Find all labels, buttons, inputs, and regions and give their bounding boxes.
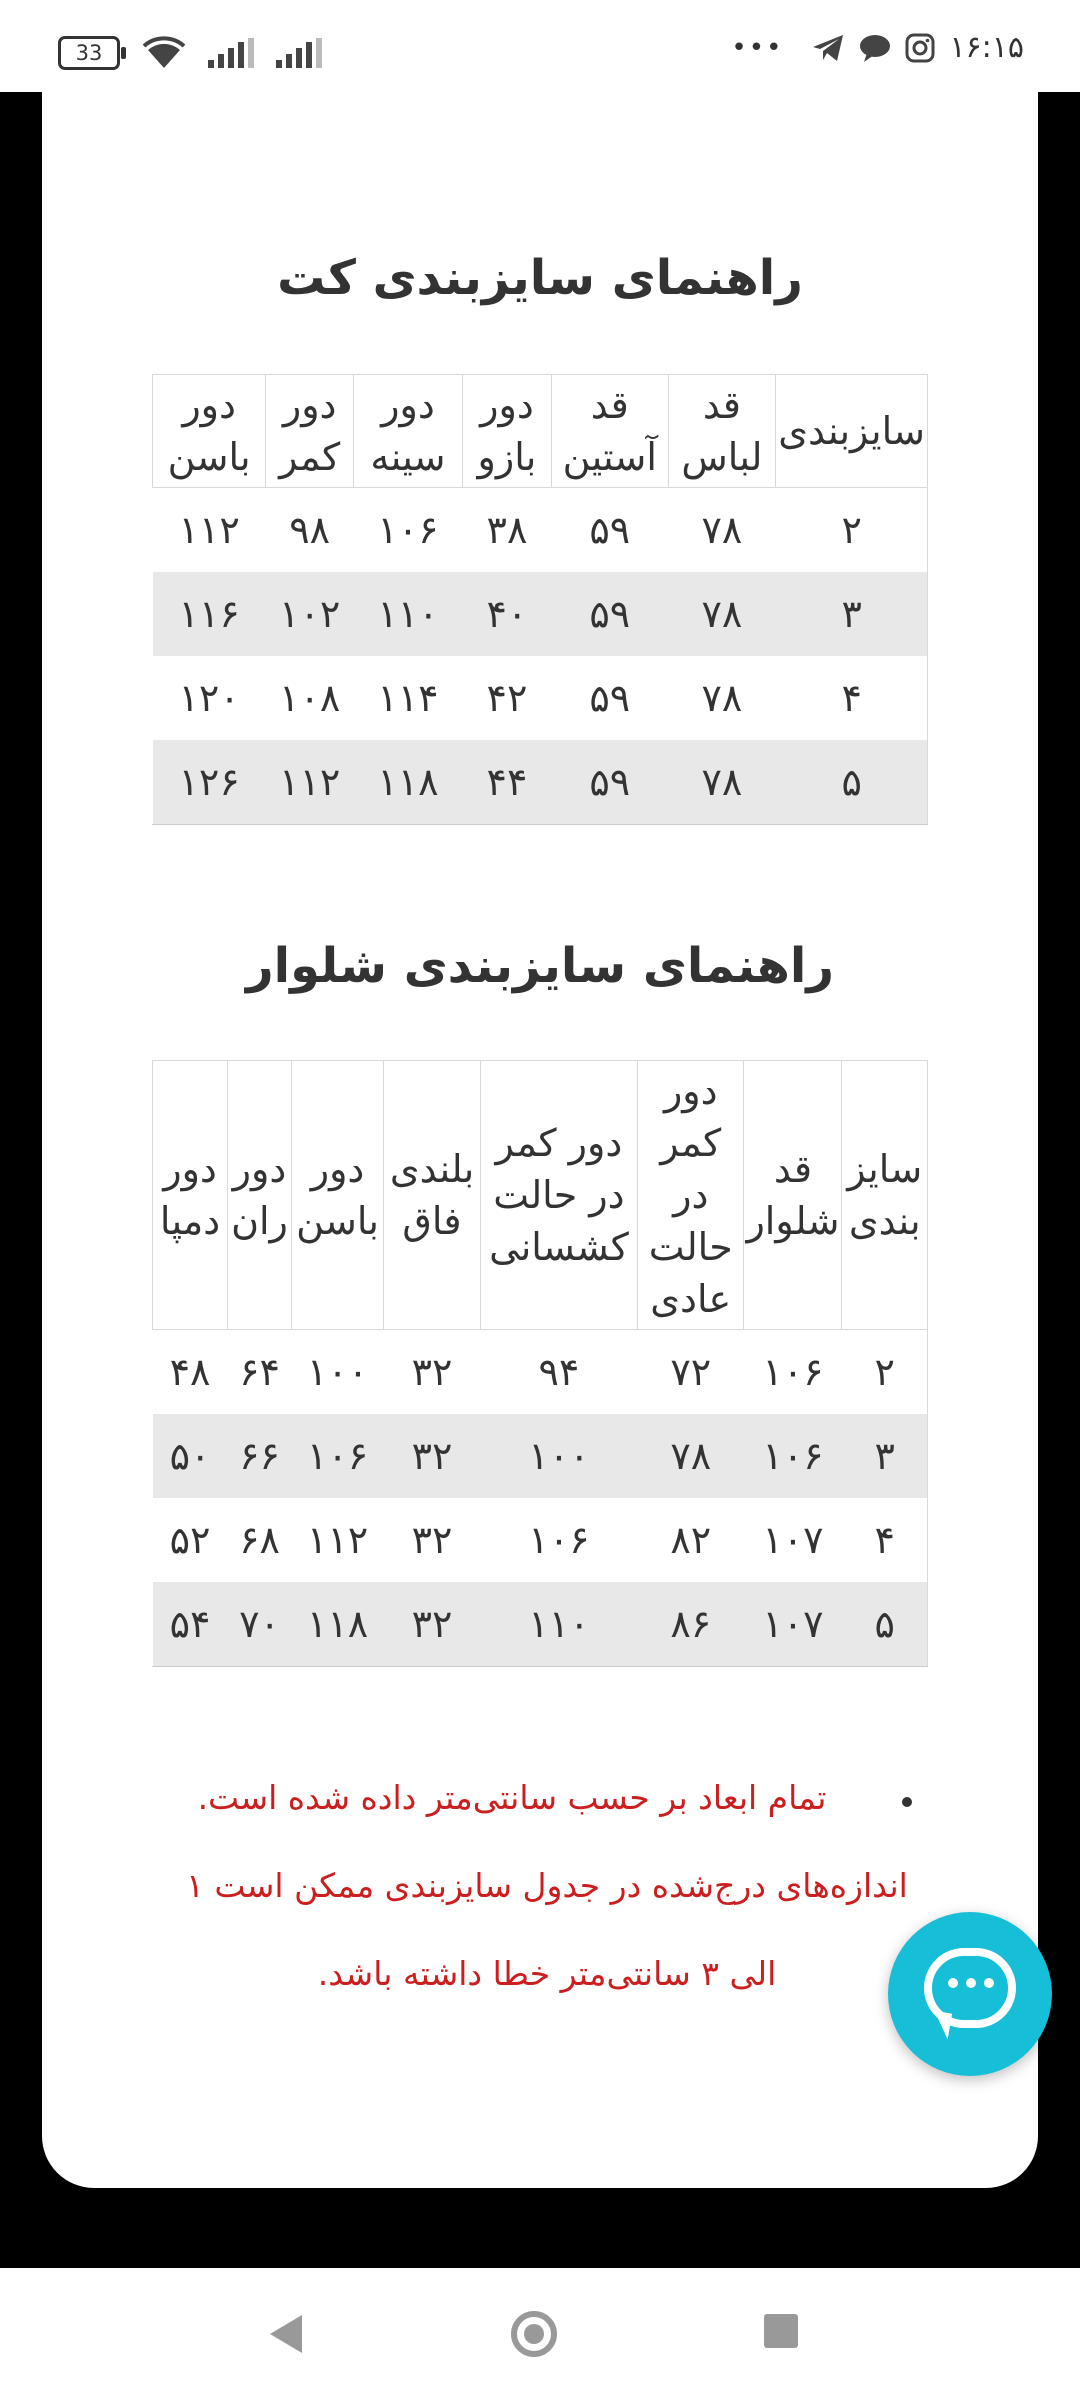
cell: ۳۲ — [384, 1414, 481, 1498]
header-thigh: دور ران — [228, 1061, 292, 1330]
cell: ۵۹ — [552, 740, 668, 825]
table-row — [153, 572, 928, 656]
header-hip: دور باسن — [153, 375, 266, 488]
cell: ۵۰ — [153, 1414, 228, 1498]
clock: ۱۶:۱۵ — [949, 30, 1024, 65]
cell: ۴ — [874, 1518, 895, 1562]
cell: ۴۲ — [486, 676, 528, 720]
table-row — [153, 1414, 928, 1498]
cell: ۳ — [842, 1414, 928, 1498]
cell: ۱۱۶ — [153, 572, 266, 656]
cell: ۴۸ — [169, 1350, 211, 1394]
battery-level: 33 — [75, 41, 103, 65]
header-chest: دور سینه — [354, 375, 463, 488]
cell: ۷۰ — [228, 1582, 292, 1667]
cell: ۱۱۲ — [266, 740, 354, 825]
header-size: سایزبندی — [776, 375, 928, 488]
cell: ۹۸ — [289, 508, 331, 552]
header-sleeve-length: قد آستین — [552, 375, 668, 488]
cell: ۱۰۶ — [744, 1414, 842, 1498]
cell: ۱۲۰ — [178, 676, 240, 720]
cell: ۱۱۸ — [291, 1582, 383, 1667]
wifi-icon — [142, 36, 186, 70]
cell: ۶۸ — [239, 1518, 280, 1562]
cell: ۷۸ — [638, 1414, 744, 1498]
cell: ۴۰ — [462, 572, 551, 656]
header-pants-length: قد شلوار — [744, 1061, 842, 1330]
cell: ۵ — [842, 1582, 928, 1667]
pants-size-table — [152, 1060, 928, 1667]
pants-size-title: راهنمای سایزبندی شلوار — [246, 938, 834, 994]
header-hem: دور دمپا — [153, 1061, 228, 1330]
header-size: سایز بندی — [842, 1061, 928, 1330]
header-rise: بلندی فاق — [384, 1061, 481, 1330]
cell: ۵۴ — [153, 1582, 228, 1667]
cell: ۳۸ — [486, 508, 528, 552]
cell: ۵۹ — [589, 676, 631, 720]
cell: ۵۹ — [589, 508, 631, 552]
cell: ۱۱۰ — [480, 1582, 637, 1667]
content-card — [42, 92, 1038, 2188]
cell: ۶۴ — [239, 1350, 280, 1394]
cell: ۸۲ — [670, 1518, 712, 1562]
table-header-row — [153, 375, 928, 488]
cell: ۹۴ — [538, 1350, 580, 1394]
header-garment-length: قد لباس — [668, 375, 776, 488]
cell: ۵ — [776, 740, 928, 825]
header-waist-normal: دور کمر در حالت عادی — [638, 1061, 744, 1330]
cell: ۱۱۲ — [306, 1518, 369, 1562]
cell: ۷۸ — [701, 676, 743, 720]
cell: ۷۸ — [668, 740, 776, 825]
cell: ۱۰۶ — [762, 1350, 824, 1394]
table-row — [153, 740, 928, 825]
recents-square-icon[interactable] — [764, 2314, 798, 2348]
header-hip: دور باسن — [291, 1061, 383, 1330]
instagram-icon — [905, 33, 935, 63]
cell: ۴ — [841, 676, 862, 720]
table-row — [153, 1330, 928, 1415]
cell: ۲ — [874, 1350, 895, 1394]
header-waist-stretched: دور کمر در حالت کشسانی — [480, 1061, 637, 1330]
cell: ۶۶ — [228, 1414, 292, 1498]
chat-bubble-tail — [930, 2011, 952, 2040]
table-row — [153, 656, 928, 740]
cell: ۱۰۶ — [377, 508, 439, 552]
cell: ۱۰۷ — [762, 1518, 824, 1562]
signal-icon-2 — [276, 38, 322, 68]
cell: ۱۰۰ — [306, 1350, 369, 1394]
message-bubble-icon — [859, 33, 891, 63]
table-row — [153, 488, 928, 573]
note-tolerance-2: الی ۳ سانتی‌متر خطا داشته باشد. — [317, 1954, 777, 1993]
cell: ۱۰۶ — [291, 1414, 383, 1498]
cell: ۱۰۶ — [528, 1518, 590, 1562]
status-right — [731, 30, 1024, 65]
status-bar — [0, 0, 1080, 92]
jacket-size-table — [152, 374, 928, 825]
cell: ۳۲ — [384, 1582, 481, 1667]
cell: ۵۲ — [169, 1518, 211, 1562]
cell: ۱۰۲ — [266, 572, 354, 656]
cell: ۳۲ — [411, 1518, 453, 1562]
cell: ۴۴ — [462, 740, 551, 825]
cell: ۷۲ — [670, 1350, 712, 1394]
table-row — [153, 1498, 928, 1582]
header-arm: دور بازو — [462, 375, 551, 488]
telegram-icon — [811, 33, 845, 63]
status-left — [58, 36, 322, 70]
cell: ۲ — [841, 508, 862, 552]
home-circle-icon[interactable] — [511, 2311, 557, 2357]
cell: ۷۸ — [668, 572, 776, 656]
cell: ۱۰۰ — [480, 1414, 637, 1498]
battery-icon — [58, 36, 120, 70]
cell: ۱۱۸ — [354, 740, 463, 825]
cell: ۷۸ — [701, 508, 743, 552]
chat-button[interactable] — [888, 1912, 1052, 2076]
header-waist: دور کمر — [266, 375, 354, 488]
chat-dots — [948, 1978, 994, 1988]
signal-icon-1 — [208, 38, 254, 68]
cell: ۳۲ — [411, 1350, 453, 1394]
note-units: تمام ابعاد بر حسب سانتی‌متر داده شده است. — [197, 1778, 827, 1817]
table-header-row — [153, 1061, 928, 1330]
table-row — [153, 1582, 928, 1667]
cell: ۱۰۸ — [279, 676, 341, 720]
cell: ۱۱۲ — [178, 508, 240, 552]
cell: ۱۰۷ — [744, 1582, 842, 1667]
cell: ۱۱۴ — [377, 676, 439, 720]
cell: ۵۹ — [552, 572, 668, 656]
more-notifications-icon: ••• — [731, 32, 784, 63]
jacket-size-title: راهنمای سایزبندی کت — [277, 250, 803, 306]
note-bullet — [902, 1797, 912, 1807]
cell: ۸۶ — [638, 1582, 744, 1667]
cell: ۱۲۶ — [153, 740, 266, 825]
note-tolerance-1: اندازه‌های درج‌شده در جدول سایزبندی ممکن است ۱ — [186, 1866, 908, 1905]
cell: ۳ — [776, 572, 928, 656]
back-triangle-icon[interactable] — [270, 2315, 302, 2353]
cell: ۱۱۰ — [354, 572, 463, 656]
